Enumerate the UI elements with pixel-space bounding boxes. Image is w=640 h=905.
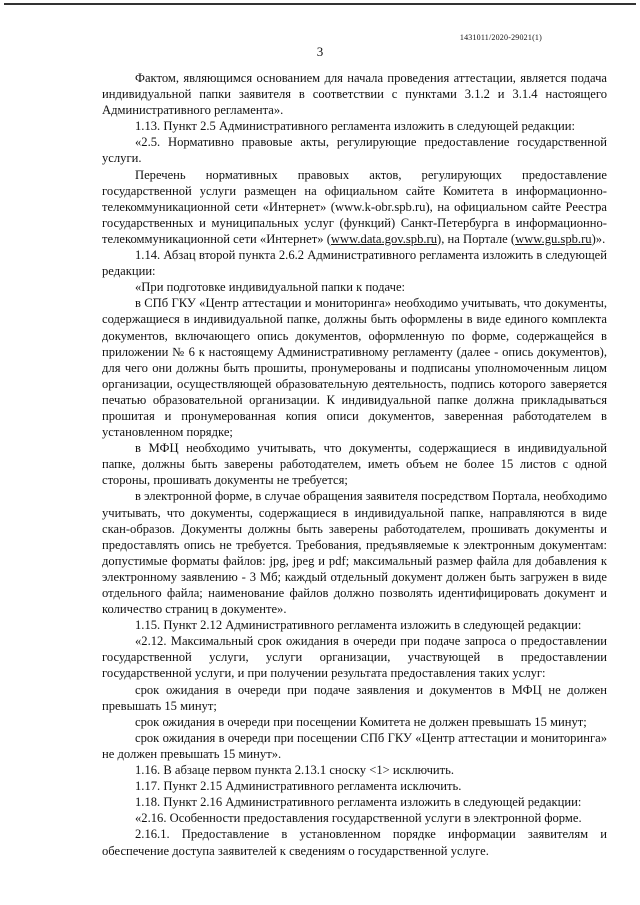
paragraph-1-17: 1.17. Пункт 2.15 Административного регламента исключить.: [135, 779, 462, 794]
paragraph-1-13: 1.13. Пункт 2.5 Административного регламента изложить в следующей редакции:: [135, 119, 576, 134]
paragraph-2-12: «2.12. Максимальный срок ожидания в очереди при подаче запроса о предоставлении государственной услуги, услуги организации, участвующей в предоставлении государственной услуги, и при получении результата предоставления таких услуг:: [102, 634, 607, 681]
top-rule: [4, 3, 636, 5]
paragraph-1-16: 1.16. В абзаце первом пункта 2.13.1 сноску <1> исключить.: [135, 763, 455, 778]
document-body: [102, 70, 607, 859]
document-number: 1431011/2020-29021(1): [459, 33, 542, 42]
link-data-gov-spb[interactable]: www.data.gov.spb.ru: [330, 231, 437, 246]
paragraph-queue-spb-gku: срок ожидания в очереди при посещении СПб ГКУ «Центр аттестации и мониторинга» не должен превышать 15 минут».: [102, 730, 607, 761]
paragraph-folder-preparation: «При подготовке индивидуальной папки к подаче:: [135, 280, 406, 295]
paragraph-queue-mfc: срок ожидания в очереди при подаче заявления и документов в МФЦ не должен превышать 15 минут;: [102, 682, 607, 713]
link-gu-spb[interactable]: www.gu.spb.ru: [515, 231, 592, 246]
paragraph-queue-committee: срок ожидания в очереди при посещении Комитета не должен превышать 15 минут;: [135, 714, 587, 729]
legal-acts-text-end: )».: [591, 231, 606, 246]
paragraph-attestation-basis: Фактом, являющимся основанием для начала проведения аттестации, является подача индивидуальной папки заявителя в соответствии с пунктами 3.1.2 и 3.1.4 настоящего Административного регламента».: [102, 71, 607, 118]
page-number: 3: [316, 44, 324, 59]
paragraph-legal-acts-list: [102, 167, 607, 247]
paragraph-spb-gku-requirements: в СПб ГКУ «Центр аттестации и мониторинга» необходимо учитывать, что документы, содержащиеся в индивидуальной папке, должны быть оформлены в виде единого комплекта документов, включающего опись документов, оформленную по форме, содержащейся в приложении № 6 к настоящему Административному регламенту (далее - опись документов), для чего они должны быть прошиты, пронумерованы и подписаны уполномоченным лицом организации, осуществляющей образовательную деятельность, подпись которого заверяется печатью образовательной организации. К индивидуальной папке должна прикладываться прошитая и пронумерованная копия описи документов, заверенная работодателем в установленном порядке;: [102, 296, 607, 440]
paragraph-2-5: «2.5. Нормативно правовые акты, регулирующие предоставление государственной услуги.: [102, 135, 607, 166]
legal-acts-text: Перечень нормативных правовых актов, регулирующих предоставление государственной услуги размещен на официальном сайте Комитета в информационно-телекоммуникационной сети «Интернет» (www.k-obr.spb.ru), на официальном сайте Реестра государственных и муниципальных услуг (функций) Санкт-Петербурга в информационно-телекоммуникационной сети «Интернет» (: [102, 167, 607, 246]
paragraph-1-15: 1.15. Пункт 2.12 Административного регламента изложить в следующей редакции:: [135, 618, 582, 633]
paragraph-electronic-requirements: в электронной форме, в случае обращения заявителя посредством Портала, необходимо учитывать, что документы, содержащиеся в индивидуальной папке, направляются в виде скан-образов. Документы должны быть заверены работодателем, прошивать документы и предоставлять опись не требуется. Требования, предъявляемые к электронным документам: допустимые форматы файлов: jpg, jpeg и pdf; максимальный размер файла для добавления к электронному заявлению - 3 Мб; каждый отдельный документ должен быть загружен в виде отдельного файла; наименование файлов должно позволять идентифицировать документ и количество страниц в документе».: [102, 489, 607, 617]
paragraph-2-16: «2.16. Особенности предоставления государственной услуги в электронной форме.: [135, 811, 582, 826]
paragraph-1-18: 1.18. Пункт 2.16 Административного регламента изложить в следующей редакции:: [135, 795, 582, 810]
paragraph-2-16-1: 2.16.1. Предоставление в установленном порядке информации заявителям и обеспечение доступа заявителей к сведениям о государственной услуге.: [102, 827, 607, 858]
paragraph-mfc-requirements: в МФЦ необходимо учитывать, что документы, содержащиеся в индивидуальной папке, должны быть заверены работодателем, иметь объем не более 15 листов с одной стороны, прошивать документы не требуется;: [102, 441, 607, 488]
legal-acts-text-mid: ), на Портале (: [437, 231, 516, 246]
paragraph-1-14: 1.14. Абзац второй пункта 2.6.2 Административного регламента изложить в следующей редакции:: [102, 248, 607, 279]
